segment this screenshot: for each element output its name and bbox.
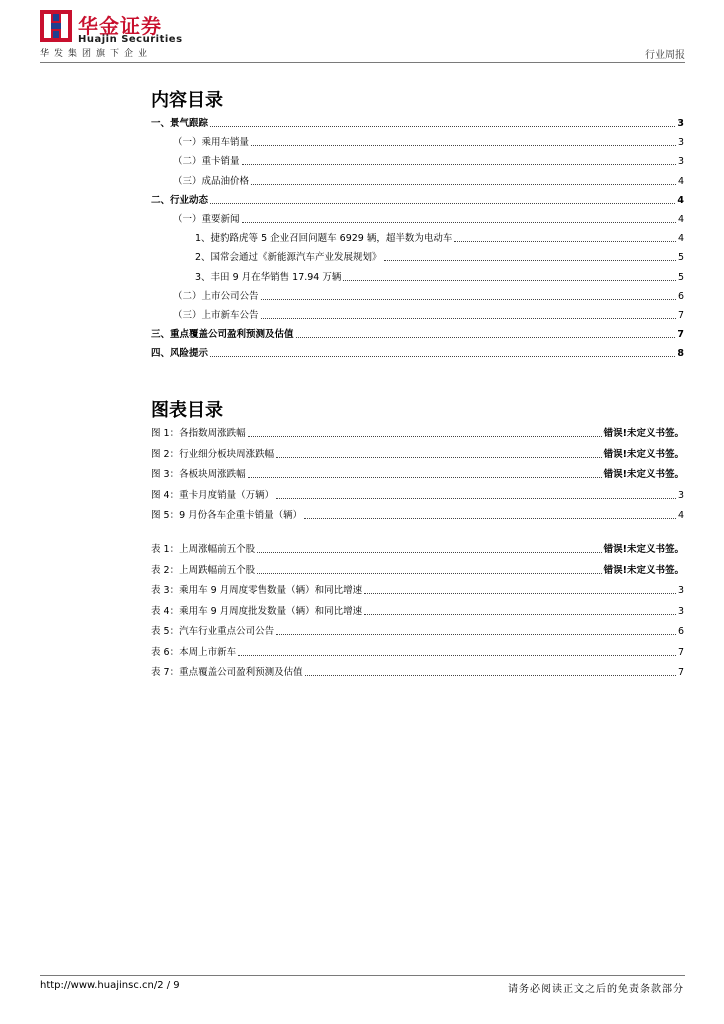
table-entry[interactable]	[151, 624, 684, 638]
dot-leader	[261, 299, 676, 300]
header-divider	[40, 62, 685, 63]
toc-entry[interactable]	[151, 116, 684, 130]
table-entry-page: 3	[677, 585, 684, 596]
dot-leader	[276, 498, 676, 499]
dot-leader	[210, 203, 675, 204]
toc-entry-page: 3	[677, 156, 684, 168]
dot-leader	[251, 145, 676, 146]
figure-entry-page: 3	[677, 489, 684, 501]
table-entry-label: 表 5：汽车行业重点公司公告	[151, 626, 275, 637]
toc-entry-page: 4	[677, 214, 684, 225]
toc-entry-page: 3	[677, 118, 684, 129]
company-logo	[40, 10, 190, 62]
toc-entry[interactable]	[151, 135, 684, 149]
toc-entry-label: 2、国常会通过《新能源汽车产业发展规划》	[195, 252, 382, 264]
toc-entry-page: 3	[677, 137, 684, 149]
figure-entry[interactable]	[151, 488, 684, 502]
table-entry[interactable]	[151, 563, 684, 577]
figure-entry[interactable]	[151, 447, 684, 461]
toc-entry[interactable]	[151, 231, 684, 245]
dot-leader	[276, 634, 676, 635]
dot-leader	[210, 126, 675, 127]
toc-entry-page: 4	[677, 233, 684, 245]
toc-entry[interactable]	[151, 308, 684, 322]
dot-leader	[384, 260, 676, 261]
table-entry-label: 表 3：乘用车 9 月周度零售数量（辆）和同比增速	[151, 585, 363, 596]
table-entry[interactable]	[151, 665, 684, 679]
dot-leader	[238, 655, 676, 656]
table-entry-label: 表 6：本周上市新车	[151, 646, 237, 658]
dot-leader	[454, 241, 676, 242]
table-entry[interactable]	[151, 583, 684, 597]
toc-entry-label: 四、风险提示	[151, 348, 209, 360]
figure-entry-page: 错误!未定义书签。	[603, 469, 684, 480]
figure-entry[interactable]	[151, 426, 684, 440]
dot-leader	[296, 337, 676, 338]
figure-entry[interactable]	[151, 508, 684, 522]
toc-entry[interactable]	[151, 193, 684, 207]
brand-slogan: 华发集团旗下企业	[40, 49, 153, 59]
toc-entry-page: 5	[677, 252, 684, 264]
dot-leader	[248, 477, 602, 478]
toc-entry[interactable]	[151, 250, 684, 264]
page-header	[40, 10, 685, 62]
table-entry-page: 3	[677, 605, 684, 617]
table-entry[interactable]	[151, 604, 684, 618]
dot-leader	[305, 675, 676, 676]
toc-entry[interactable]	[151, 289, 684, 303]
figure-entry-label: 图 2：行业细分板块周涨跌幅	[151, 448, 275, 460]
toc-entry-label: 3、丰田 9 月在华销售 17.94 万辆	[195, 271, 342, 283]
toc-entry-label: 三、重点覆盖公司盈利预测及估值	[151, 329, 294, 341]
table-entry-label: 表 2：上周跌幅前五个股	[151, 564, 256, 576]
brand-name-en: Huajin Securities	[78, 34, 183, 45]
table-entry-label: 表 1：上周涨幅前五个股	[151, 544, 256, 555]
table-entry-page: 6	[677, 626, 684, 637]
toc-entry[interactable]	[151, 174, 684, 188]
toc-entry-page: 4	[677, 175, 684, 187]
toc-entry[interactable]	[151, 154, 684, 168]
dot-leader	[257, 552, 602, 553]
toc-entry-page: 4	[677, 194, 684, 206]
table-entry-page: 7	[677, 646, 684, 658]
brand-name-cn: 华金证券	[78, 14, 162, 38]
report-type: 行业周报	[645, 50, 685, 61]
dot-leader	[242, 164, 676, 165]
dot-leader	[257, 573, 602, 574]
table-entry[interactable]	[151, 645, 684, 659]
dot-leader	[364, 593, 676, 594]
table-entry-page: 错误!未定义书签。	[603, 564, 684, 576]
toc-entry-label: （三）成品油价格	[173, 175, 250, 187]
dot-leader	[251, 184, 676, 185]
toc-entry-page: 6	[677, 290, 684, 302]
toc-entry-label: （二）上市公司公告	[173, 290, 259, 302]
footer-url-page[interactable]: http://www.huajinsc.cn/2 / 9	[40, 980, 180, 991]
toc-entry-label: （一）重要新闻	[173, 214, 240, 225]
toc-entry[interactable]	[151, 270, 684, 284]
figure-entry-page: 4	[677, 510, 684, 521]
toc-entry-page: 5	[677, 271, 684, 283]
dot-leader	[304, 518, 676, 519]
toc-entry-label: （一）乘用车销量	[173, 137, 250, 149]
figure-entry-page: 错误!未定义书签。	[603, 428, 684, 439]
figure-entry-label: 图 5：9 月份各车企重卡销量（辆）	[151, 510, 303, 521]
figures-title: 图表目录	[151, 400, 223, 421]
dot-leader	[261, 318, 676, 319]
dot-leader	[210, 356, 675, 357]
figure-entry-label: 图 3：各板块周涨跌幅	[151, 469, 246, 480]
toc-entry-label: （二）重卡销量	[173, 156, 240, 168]
footer-divider	[40, 975, 685, 976]
table-entry-label: 表 4：乘用车 9 月周度批发数量（辆）和同比增速	[151, 605, 363, 617]
table-entry-page: 7	[677, 667, 684, 678]
dot-leader	[248, 436, 602, 437]
figure-entry[interactable]	[151, 467, 684, 481]
toc-entry[interactable]	[151, 346, 684, 360]
toc-title: 内容目录	[151, 90, 223, 111]
figure-entry-label: 图 1：各指数周涨跌幅	[151, 428, 246, 439]
table-entry[interactable]	[151, 542, 684, 556]
dot-leader	[343, 280, 676, 281]
toc-entry-page: 7	[677, 329, 684, 341]
toc-entry-label: （三）上市新车公告	[173, 310, 259, 321]
dot-leader	[242, 222, 676, 223]
toc-entry[interactable]	[151, 327, 684, 341]
table-entry-page: 错误!未定义书签。	[603, 544, 684, 555]
toc-entry-page: 8	[677, 348, 684, 360]
figure-entry-page: 错误!未定义书签。	[603, 448, 684, 460]
figure-entry-label: 图 4：重卡月度销量（万辆）	[151, 489, 275, 501]
dot-leader	[276, 457, 602, 458]
toc-entry-label: 一、景气跟踪	[151, 118, 209, 129]
toc-entry[interactable]	[151, 212, 684, 226]
toc-entry-label: 二、行业动态	[151, 194, 209, 206]
footer-disclaimer: 请务必阅读正文之后的免责条款部分	[508, 984, 684, 995]
toc-entry-label: 1、捷豹路虎等 5 企业召回问题车 6929 辆，超半数为电动车	[195, 233, 453, 245]
table-entry-label: 表 7：重点覆盖公司盈利预测及估值	[151, 667, 303, 678]
toc-entry-page: 7	[677, 310, 684, 321]
dot-leader	[364, 614, 676, 615]
huajin-logo-icon	[40, 10, 72, 42]
